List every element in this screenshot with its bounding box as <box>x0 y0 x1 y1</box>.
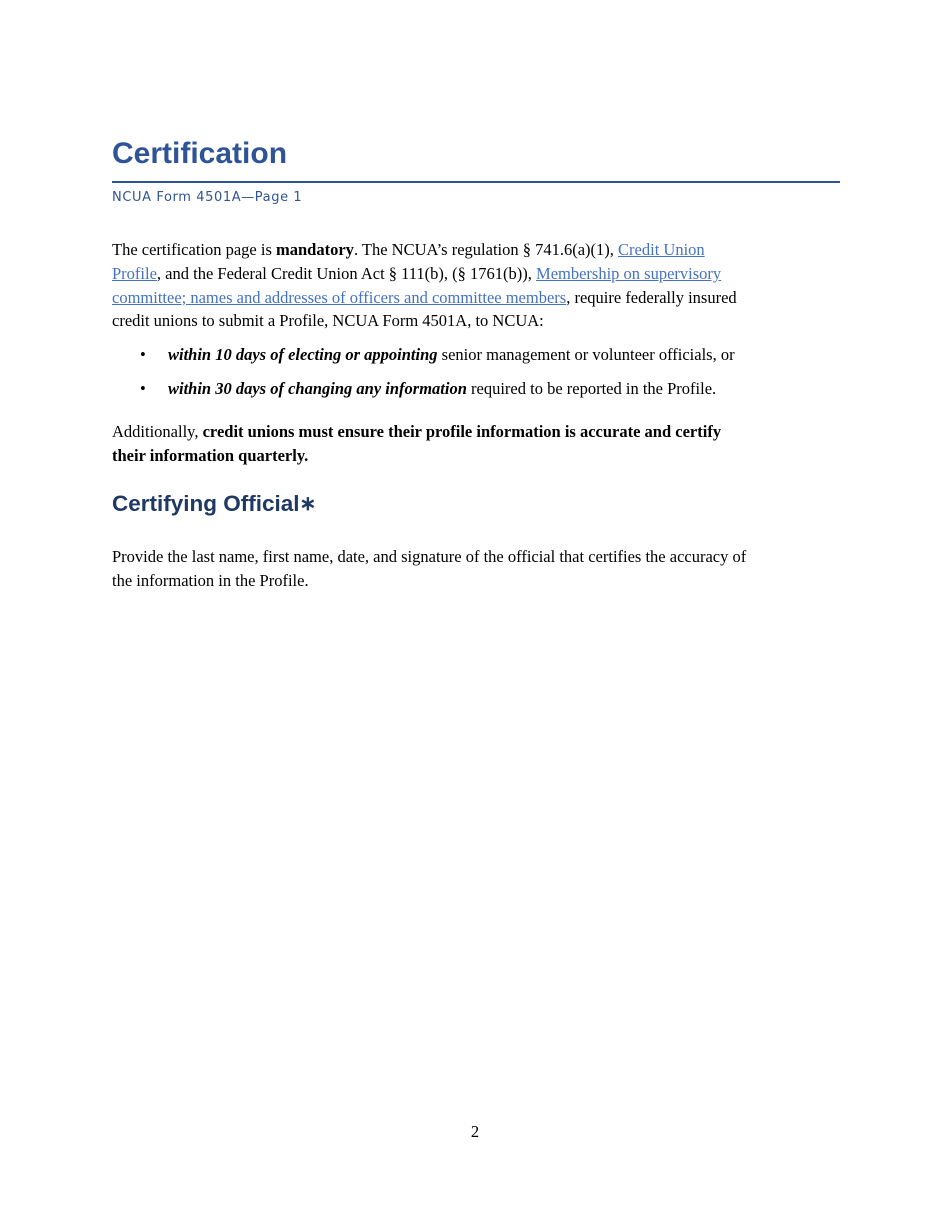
credit-union-profile-link[interactable]: Credit Union <box>618 240 705 259</box>
credit-union-profile-link[interactable]: Profile <box>112 263 157 283</box>
list-item <box>112 343 840 377</box>
list-item <box>112 377 840 411</box>
intro-line-3 <box>112 286 840 310</box>
list-item-text: required to be reported in the Profile. <box>466 379 717 398</box>
additional-line-2 <box>112 444 840 468</box>
provide-line-1: Provide the last name, first name, date, and signature of the official that certifies the accuracy of <box>112 547 747 566</box>
section-heading <box>112 488 316 520</box>
bullet-icon: • <box>140 379 146 398</box>
additional-line-1 <box>112 420 840 444</box>
required-asterisk-icon: ∗ <box>299 493 317 515</box>
page-number: 2 <box>470 1122 480 1141</box>
page-title: Certification <box>112 137 288 170</box>
additional-emphasis: credit unions must ensure their profile information is accurate and certify <box>202 422 722 441</box>
membership-supervisory-committee-link[interactable]: committee; names and addresses of officers and committee members <box>112 287 567 307</box>
membership-supervisory-committee-link[interactable]: Membership on supervisory <box>536 263 722 283</box>
certifying-official-paragraph <box>112 545 840 593</box>
title-divider <box>112 181 840 183</box>
additional-paragraph <box>112 420 840 468</box>
intro-line-1 <box>112 238 840 262</box>
provide-line-2: the information in the Profile. <box>112 571 309 590</box>
intro-text: . The NCUA’s regulation § 741.6(a)(1), <box>353 240 619 259</box>
list-item-emphasis: within 10 days of electing or appointing <box>168 345 438 364</box>
list-item-emphasis: within 30 days of changing any information <box>168 379 467 398</box>
intro-paragraph <box>112 238 840 333</box>
requirements-list <box>112 343 840 411</box>
section-title: Certifying Official <box>112 491 300 516</box>
bullet-icon: • <box>140 345 146 364</box>
mandatory-emphasis: mandatory <box>276 240 354 259</box>
intro-text: The certification page is <box>112 240 277 259</box>
additional-emphasis: their information quarterly. <box>112 446 309 465</box>
intro-text: , require federally insured <box>566 287 737 307</box>
intro-text: , and the Federal Credit Union Act § 111(b), (§ 1761(b)), <box>156 263 537 283</box>
form-subtitle: NCUA Form 4501A—Page 1 <box>112 190 303 205</box>
intro-line-4: credit unions to submit a Profile, NCUA Form 4501A, to NCUA: <box>112 311 544 331</box>
intro-line-2 <box>112 262 840 286</box>
list-item-text: senior management or volunteer officials, or <box>437 345 735 364</box>
additional-lead: Additionally, <box>112 422 203 441</box>
